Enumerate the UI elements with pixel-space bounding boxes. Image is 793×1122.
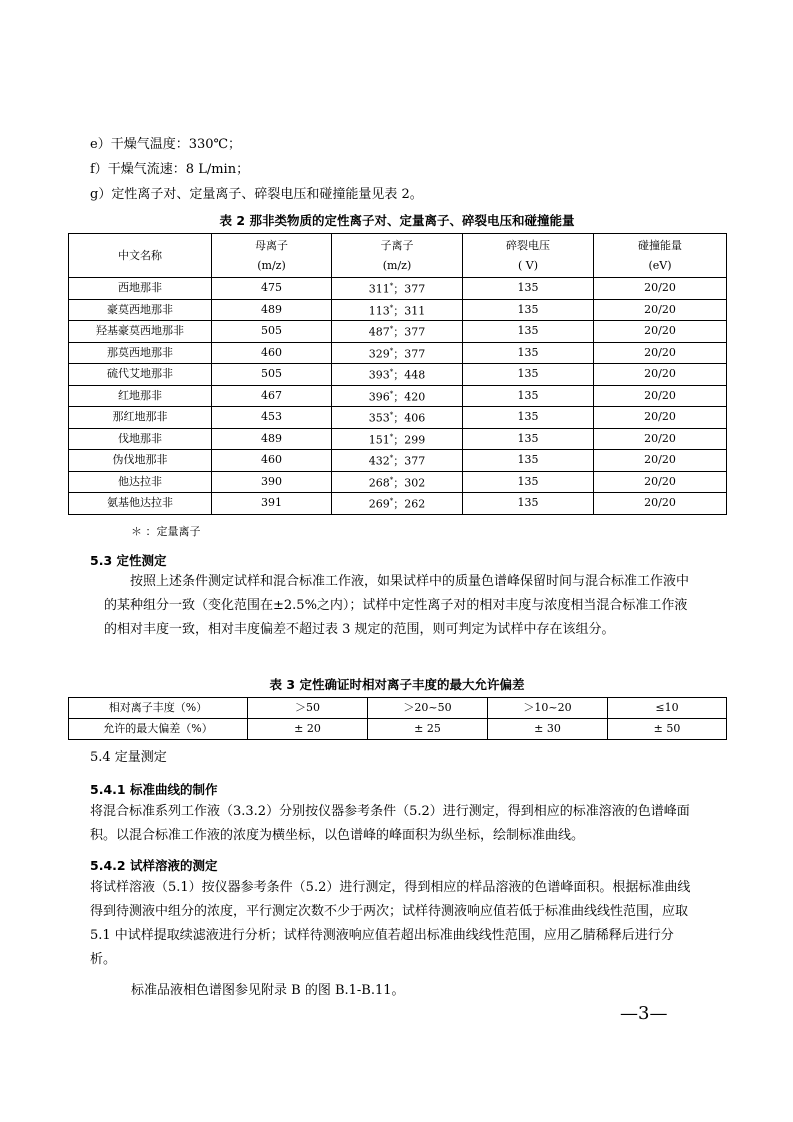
cell-product [332,278,463,300]
cell-energy: 20/20 [594,364,727,386]
condition-f: f）干燥气流速：8 L/min； [90,162,250,177]
table-row [69,321,727,343]
cell-energy: 20/20 [594,278,727,300]
cell-product [332,299,463,321]
quant-marker: * [389,389,394,398]
table2-footnote: ＊ ：定量离子 [131,525,201,538]
cell-parent: 505 [212,321,332,343]
table3-row-deviation [69,719,727,740]
table-row [69,364,727,386]
table-row [69,407,727,429]
cell-product [332,364,463,386]
section-5-4-2-title: 5.4.2 试样溶液的测定 [90,858,218,873]
header-parent: 母离子 (m/z) [212,234,332,278]
cell-voltage: 135 [463,278,594,300]
quant-marker: * [389,475,394,484]
table2-header-row [69,234,727,278]
table-row [69,471,727,493]
cell-product [332,471,463,493]
cell-name: 红地那非 [69,385,212,407]
quant-ion: 487 [368,326,390,340]
cell-parent: 391 [212,493,332,515]
condition-e: e）干燥气温度：330℃； [90,137,242,152]
quant-marker: * [389,454,394,463]
quant-ion: 268 [368,476,390,490]
cell-parent: 505 [212,364,332,386]
quant-ion: 393 [368,369,390,383]
qual-ion: ；377 [393,455,426,469]
cell-name: 他达拉非 [69,471,212,493]
table-row [69,493,727,515]
quant-ion: 329 [368,347,390,361]
quant-marker: * [389,411,394,420]
cell-energy: 20/20 [594,407,727,429]
cell-energy: 20/20 [594,493,727,515]
cell-parent: 390 [212,471,332,493]
cell-voltage: 135 [463,342,594,364]
cell-voltage: 135 [463,493,594,515]
cell-energy: 20/20 [594,299,727,321]
cell-name: 豪莫西地那非 [69,299,212,321]
qual-ion: ；262 [393,498,426,512]
page-number: —3— [620,1003,668,1024]
cell-energy: 20/20 [594,385,727,407]
quant-marker: * [389,325,394,334]
cell-parent: 460 [212,450,332,472]
cell-energy: 20/20 [594,342,727,364]
cell-name: 硫代艾地那非 [69,364,212,386]
quant-ion: 151 [368,433,390,447]
cell-name: 氨基他达拉非 [69,493,212,515]
section-5-4-2-paragraph: 将试样溶液（5.1）按仪器参考条件（5.2）进行测定，得到相应的样品溶液的色谱峰面积。根据标准曲线得到待测液中组分的浓度，平行测定次数不少于两次；试样待测液响应值若低于标准曲线线性范围，应取 5.1 中试样提取续滤液进行分析；试样待测液响应值若超出标准曲线线性范围，应用乙腈稀释后进行分析。 [90,880,691,967]
cell-parent: 475 [212,278,332,300]
cell-voltage: 135 [463,471,594,493]
section-5-3-title: 5.3 定性测定 [90,553,167,568]
table3-cell: ≤10 [608,698,727,719]
table3-cell: ± 30 [488,719,608,740]
cell-product [332,428,463,450]
cell-energy: 20/20 [594,450,727,472]
quant-ion: 269 [368,498,390,512]
cell-parent: 453 [212,407,332,429]
section-5-4-1-paragraph: 将混合标准系列工作液（3.3.2）分别按仪器参考条件（5.2）进行测定，得到相应的标准溶液的色谱峰面积。以混合标准工作液的浓度为横坐标，以色谱峰的峰面积为纵坐标，绘制标准曲线。 [90,804,690,843]
quant-marker: * [389,346,394,355]
table3-cell: ± 50 [608,719,727,740]
cell-name: 伐地那非 [69,428,212,450]
table-row [69,428,727,450]
quant-ion: 113 [368,304,390,318]
qual-ion: ；420 [393,390,426,404]
table-row [69,450,727,472]
cell-voltage: 135 [463,321,594,343]
qual-ion: ；302 [393,476,426,490]
quant-ion: 396 [368,390,390,404]
table3-cell: ± 20 [248,719,368,740]
cell-voltage: 135 [463,450,594,472]
quant-ion: 353 [368,412,390,426]
section-5-3-paragraph: 按照上述条件测定试样和混合标准工作液，如果试样中的质量色谱峰保留时间与混合标准工作液中的某种组分一致（变化范围在±2.5%之内）；试样中定性离子对的相对丰度与浓度相当混合标准工作液的相对丰度一致，相对丰度偏差不超过表 3 规定的范围，则可判定为试样中存在该组分。 [104,574,690,637]
table-row [69,385,727,407]
qual-ion: ；377 [393,283,426,297]
cell-energy: 20/20 [594,471,727,493]
table3-cell: ＞50 [248,698,368,719]
cell-voltage: 135 [463,428,594,450]
cell-voltage: 135 [463,364,594,386]
table3-cell: 相对离子丰度（%） [69,698,248,719]
cell-parent: 489 [212,299,332,321]
table3 [68,697,727,740]
cell-product [332,342,463,364]
cell-product [332,321,463,343]
qual-ion: ；311 [393,304,426,318]
cell-product [332,407,463,429]
cell-parent: 489 [212,428,332,450]
table3-caption: 表 3 定性确证时相对离子丰度的最大允许偏差 [269,677,525,692]
cell-parent: 460 [212,342,332,364]
cell-voltage: 135 [463,407,594,429]
qual-ion: ；406 [393,412,426,426]
appendix-note: 标准品液相色谱图参见附录 B 的图 B.1-B.11。 [131,983,405,998]
cell-product [332,385,463,407]
cell-parent: 467 [212,385,332,407]
table-row [69,299,727,321]
header-voltage: 碎裂电压 ( V) [463,234,594,278]
section-5-4-1-title: 5.4.1 标准曲线的制作 [90,782,218,797]
qual-ion: ；377 [393,347,426,361]
condition-g: g）定性离子对、定量离子、碎裂电压和碰撞能量见表 2。 [90,187,423,202]
header-product: 子离子 (m/z) [332,234,463,278]
cell-voltage: 135 [463,385,594,407]
cell-energy: 20/20 [594,428,727,450]
cell-name: 西地那非 [69,278,212,300]
table-row [69,278,727,300]
qual-ion: ；448 [393,369,426,383]
cell-product [332,450,463,472]
table3-cell: ＞20~50 [368,698,488,719]
table3-cell: ＞10~20 [488,698,608,719]
cell-energy: 20/20 [594,321,727,343]
quant-marker: * [389,303,394,312]
table2 [68,233,727,515]
cell-name: 伪伐地那非 [69,450,212,472]
header-energy: 碰撞能量 (eV) [594,234,727,278]
header-name: 中文名称 [69,234,212,278]
quant-marker: * [389,368,394,377]
qual-ion: ；299 [393,433,426,447]
table2-caption: 表 2 那非类物质的定性离子对、定量离子、碎裂电压和碰撞能量 [219,213,575,228]
cell-name: 那红地那非 [69,407,212,429]
quant-marker: * [389,497,394,506]
section-5-4-title: 5.4 定量测定 [90,750,167,765]
table-row [69,342,727,364]
quant-ion: 311 [368,283,390,297]
table3-cell: ± 25 [368,719,488,740]
quant-ion: 432 [368,455,390,469]
cell-name: 羟基豪莫西地那非 [69,321,212,343]
table3-row-abundance [69,698,727,719]
cell-voltage: 135 [463,299,594,321]
cell-name: 那莫西地那非 [69,342,212,364]
cell-product [332,493,463,515]
table3-cell: 允许的最大偏差（%） [69,719,248,740]
qual-ion: ；377 [393,326,426,340]
quant-marker: * [389,282,394,291]
quant-marker: * [389,432,394,441]
